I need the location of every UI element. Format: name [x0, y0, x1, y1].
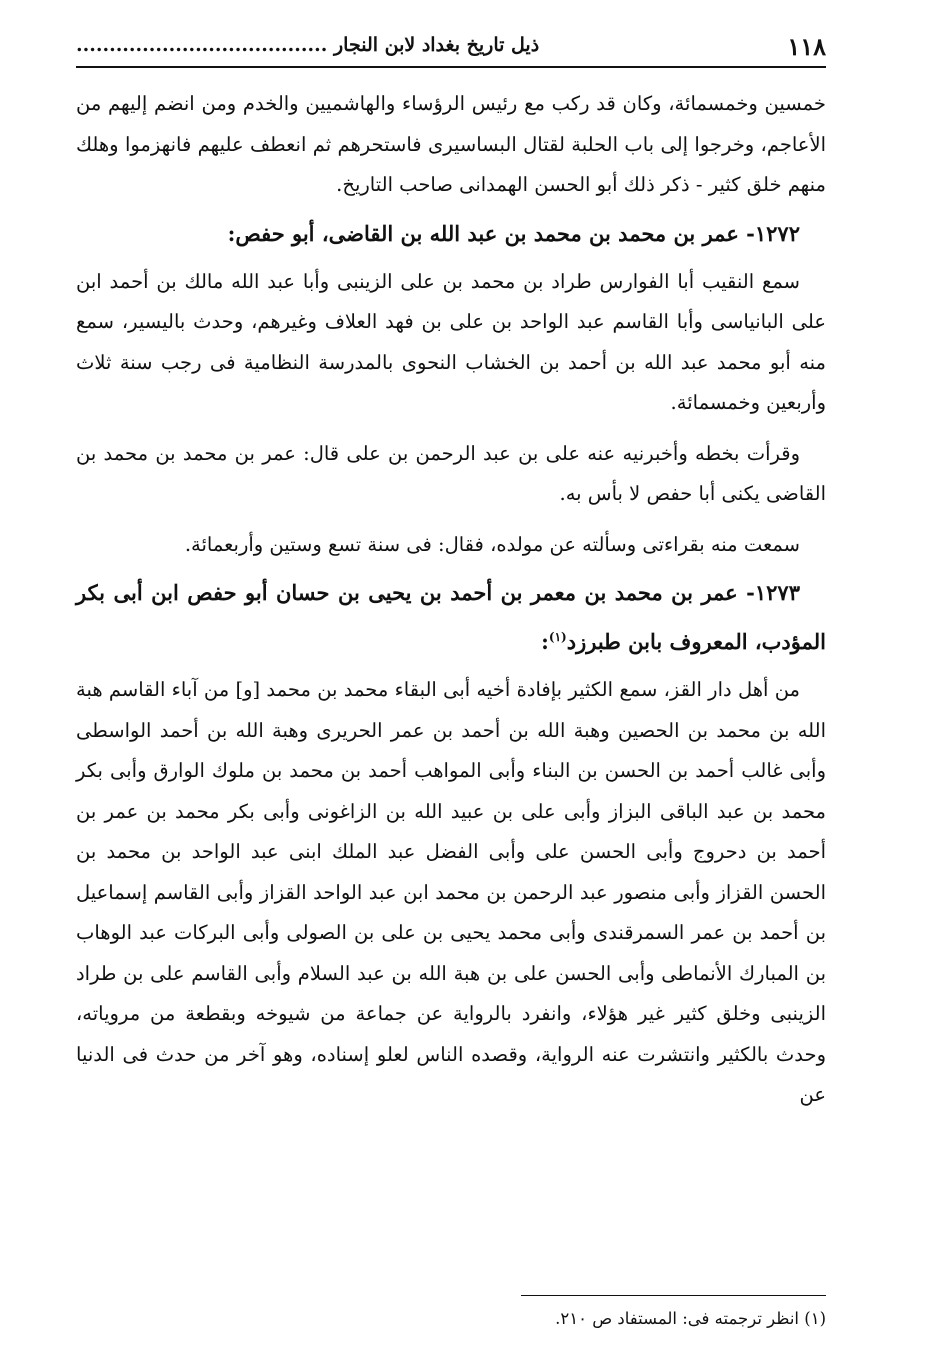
paragraph-continuation: خمسين وخمسمائة، وكان قد ركب مع رئيس الرؤساء والهاشميين والخدم ومن انضم إليهم من الأعاجم، وخرجوا إلى باب الحلبة لقتال البساسيرى فاستحرهم ثم انعطف عليهم فانهزموا وهلك منهم خلق كثير - ذكر ذلك أبو الحسن الهمدانى صاحب التاريخ. — [76, 92, 826, 196]
paragraph-1272-quote: وقرأت بخطه وأخبرنيه عنه على بن عبد الرحمن بن على قال: عمر بن محمد بن محمد بن القاضى يكنى أبا حفص لا بأس به. — [76, 441, 826, 505]
page-body — [76, 84, 826, 1116]
paragraph-1272-birth: سمعت منه بقراءتى وسألته عن مولده، فقال: فى سنة تسع وستين وأربعمائة. — [184, 532, 800, 556]
footnote-reference[interactable]: (١) — [548, 630, 567, 644]
footnote-divider — [521, 1295, 826, 1296]
page-number: ١١٨ — [787, 32, 826, 61]
paragraph-1273-narration: من أهل دار القز، سمع الكثير بإفادة أخيه أبى البقاء محمد بن محمد [و] من آباء القاسم هبة الله بن محمد بن الحصين وهبة الله بن أحمد بن عمر الحريرى وهبة الله بن أحمد الواسطى وأبى غالب أحمد بن الحسن بن البناء وأبى المواهب أحمد بن محمد بن ملوك الوارق وأبى بكر محمد بن عبد الباقى البزاز وأبى على بن عبيد الله بن الزاغونى وأبى بكر محمد بن عمر بن أحمد بن دحروج وأبى الحسن على وأبى الفضل عبد الملك ابنى عبد الواحد بن محمد بن الحسن القزاز وأبى منصور عبد الرحمن بن محمد ابن عبد الواحد القزاز وأبى القاسم إسماعيل بن أحمد بن عمر السمرقندى وأبى محمد يحيى بن على بن الصولى وأبى البركات عبد الوهاب بن المبارك الأنماطى وأبى الحسن على بن هبة الله بن عبد السلام وأبى القاسم على بن طراد الزينبى وخلق كثير غير هؤلاء، وانفرد بالرواية عن جماعة من شيوخه وبقطعة من مروياته، وحدث بالكثير وانتشرت عنه الرواية، وقصده الناس لعلو إسناده، وهو آخر من حدث فى الدنيا عن — [76, 678, 826, 1106]
running-title: ذيل تاريخ بغداد لابن النجار ...................................... — [76, 34, 540, 56]
page-header — [76, 30, 826, 68]
entry-heading-1272: ١٢٧٢- عمر بن محمد بن محمد بن عبد الله بن القاضى، أبو حفص: — [227, 220, 800, 246]
entry-heading-1273-text: ١٢٧٣- عمر بن محمد بن معمر بن أحمد بن يحيى بن حسان أبو حفص ابن أبى بكر المؤدب، المعروف بابن طبرزد — [76, 580, 826, 654]
entry-heading-1273-colon: : — [541, 629, 549, 654]
footnote: (١) انظر ترجمته فى: المستفاد ص ٢١٠. — [555, 1309, 826, 1328]
paragraph-1272-narration: سمع النقيب أبا الفوارس طراد بن محمد بن على الزينبى وأبا عبد الله مالك بن أحمد ابن على البانياسى وأبا القاسم عبد الواحد بن على بن فهد العلاف وغيرهم، وحدث باليسير، سمع منه أبو محمد عبد الله بن أحمد بن الخشاب النحوى بالمدرسة النظامية فى رجب سنة ثلاث وأربعين وخمسمائة. — [76, 269, 826, 414]
entry-heading-1273 — [76, 571, 826, 664]
